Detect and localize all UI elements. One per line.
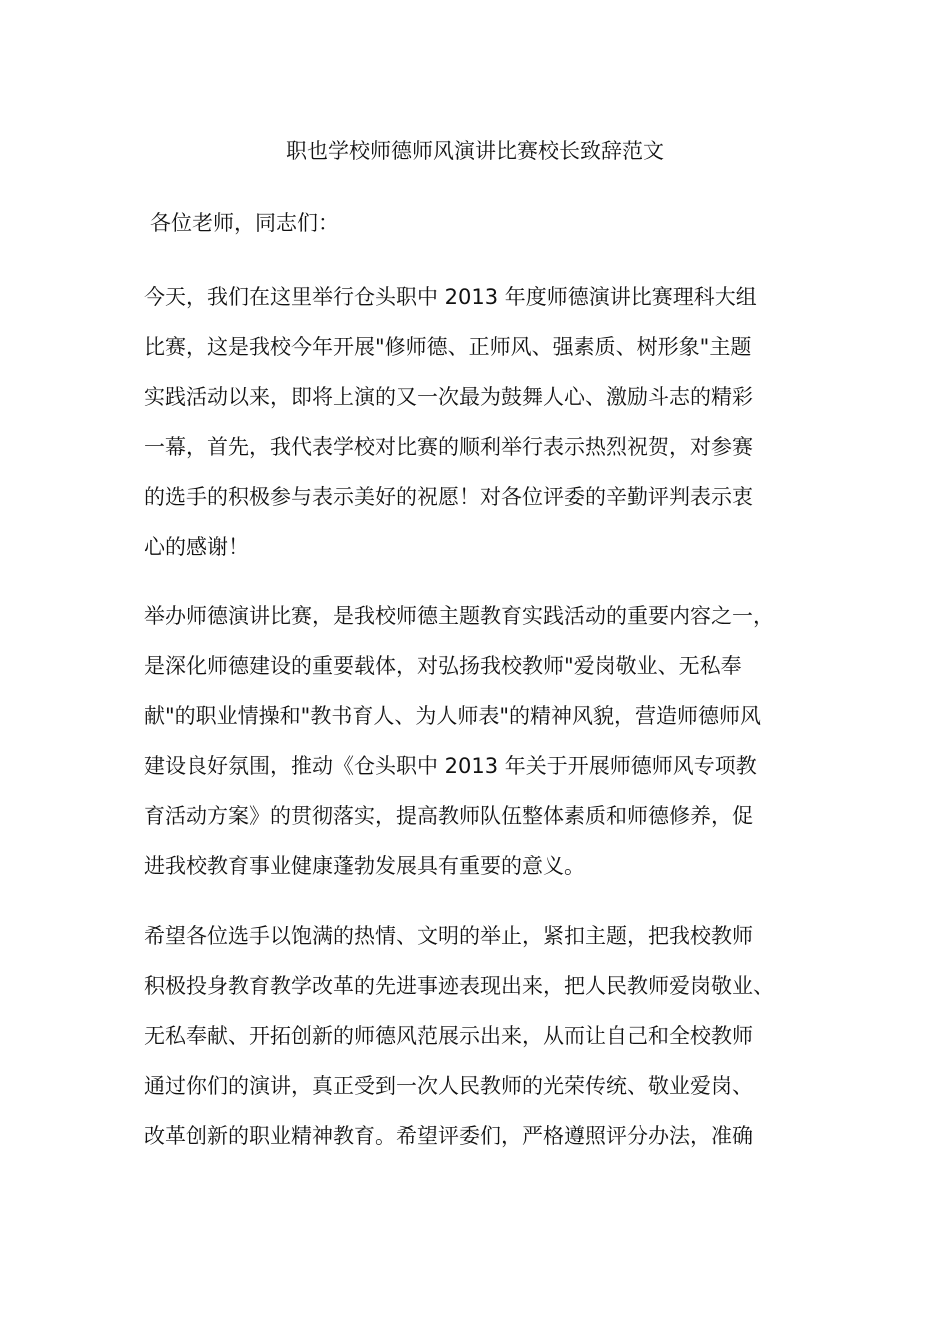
paragraph-line: 积极投身教育教学改革的先进事迹表现出来，把人民教师爱岗敬业、: [144, 974, 774, 998]
paragraph-3: [144, 911, 834, 1161]
paragraph-line: 实践活动以来，即将上演的又一次最为鼓舞人心、激励斗志的精彩: [144, 385, 753, 409]
paragraph-line: 希望各位选手以饱满的热情、文明的举止，紧扣主题，把我校教师: [144, 924, 753, 948]
paragraph-line: 今天，我们在这里举行仓头职中 2013 年度师德演讲比赛理科大组: [144, 285, 757, 309]
paragraph-line: 通过你们的演讲，真正受到一次人民教师的光荣传统、敬业爱岗、: [144, 1074, 753, 1098]
paragraph-line: 心的感谢！: [144, 535, 249, 559]
paragraph-line: 的选手的积极参与表示美好的祝愿！对各位评委的辛勤评判表示衷: [144, 485, 753, 509]
paragraph-line: 改革创新的职业精神教育。希望评委们，严格遵照评分办法，准确: [144, 1124, 753, 1148]
paragraph-line: 比赛，这是我校今年开展"修师德、正师风、强素质、树形象"主题: [144, 335, 752, 359]
salutation: 各位老师，同志们：: [150, 211, 339, 235]
paragraph-line: 举办师德演讲比赛，是我校师德主题教育实践活动的重要内容之一，: [144, 604, 774, 628]
paragraph-line: 一幕，首先，我代表学校对比赛的顺利举行表示热烈祝贺，对参赛: [144, 435, 753, 459]
paragraph-line: 是深化师德建设的重要载体，对弘扬我校教师"爱岗敬业、无私奉: [144, 654, 742, 678]
paragraph-line: 进我校教育事业健康蓬勃发展具有重要的意义。: [144, 854, 585, 878]
paragraph-line: 育活动方案》的贯彻落实，提高教师队伍整体素质和师德修养，促: [144, 804, 753, 828]
document-title: 职也学校师德师风演讲比赛校长致辞范文: [286, 139, 664, 163]
paragraph-2: [144, 591, 834, 891]
paragraph-line: 建设良好氛围，推动《仓头职中 2013 年关于开展师德师风专项教: [144, 754, 757, 778]
paragraph-line: 无私奉献、开拓创新的师德风范展示出来，从而让自己和全校教师: [144, 1024, 753, 1048]
paragraph-1: [144, 272, 834, 572]
paragraph-line: 献"的职业情操和"教书育人、为人师表"的精神风貌，营造师德师风: [144, 704, 761, 728]
